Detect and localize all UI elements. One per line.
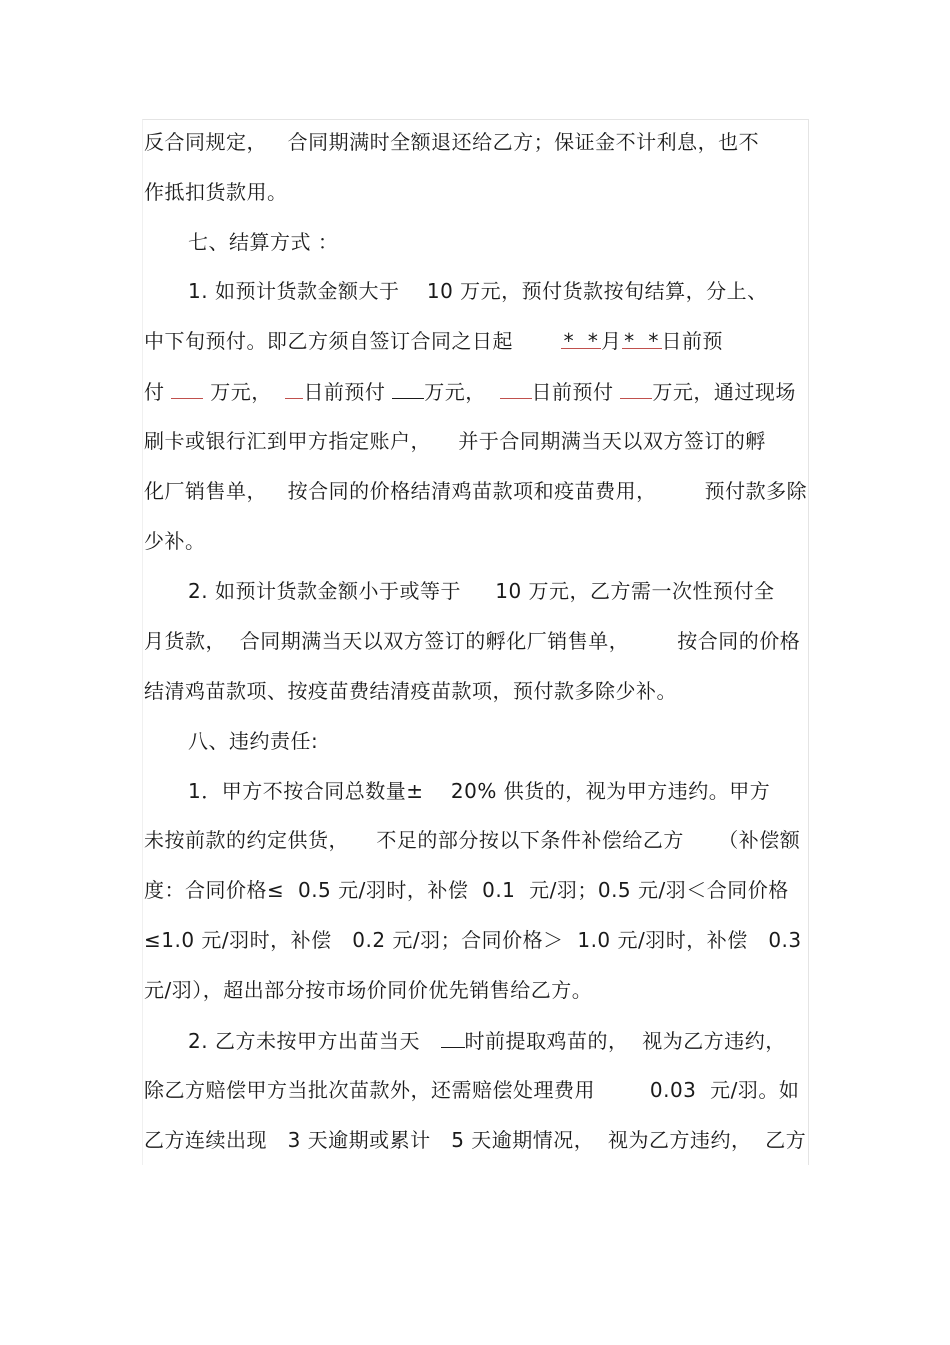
text-line: 中下旬预付。即乙方须自签订合同之日起 * * 月 * * 日前预	[144, 326, 808, 356]
section-heading: 八、违约责任:	[188, 729, 319, 753]
text-line: 结清鸡苗款项、按疫苗费结清疫苗款项，预付款多除少补。	[144, 679, 677, 703]
text-line: 乙方连续出现 3 天逾期或累计 5 天逾期情况， 视为乙方违约， 乙方	[144, 1128, 807, 1152]
text-line: 刷卡或银行汇到甲方指定账户， 并于合同期满当天以双方签订的孵	[144, 429, 766, 453]
text-line: 度：合同价格≤ 0.5 元/羽时，补偿 0.1 元/羽；0.5 元/羽＜合同价格	[144, 878, 789, 902]
text-line: ≤1.0 元/羽时，补偿 0.2 元/羽；合同价格＞ 1.0 元/羽时，补偿 0.3	[144, 928, 802, 952]
section-heading: 七、结算方式 ：	[188, 230, 339, 254]
blank-field	[171, 376, 203, 399]
text-line: 除乙方赔偿甲方当批次苗款外，还需赔偿处理费用 0.03 元/羽。如	[144, 1078, 800, 1102]
text-line: 化厂销售单， 按合同的价格结清鸡苗款项和疫苗费用， 预付款多除	[144, 479, 808, 503]
text-line: 2. 乙方未按甲方出苗当天 时前提取鸡苗的， 视为乙方违约，	[188, 1025, 808, 1055]
blank-field	[500, 376, 532, 399]
text-line: 元/羽），超出部分按市场价同价优先销售给乙方。	[144, 978, 593, 1002]
blank-field: * *	[561, 326, 601, 349]
blank-field: * *	[622, 326, 662, 349]
blank-field	[392, 376, 424, 399]
text-line: 付 万元， 日前预付 万元， 日前预付 万元，通过现场	[144, 376, 808, 406]
text-line: 作抵扣货款用。	[144, 180, 288, 204]
blank-field	[285, 376, 303, 399]
text-line: 1. 如预计货款金额大于 10 万元，预付货款按旬结算，分上、	[188, 279, 768, 303]
blank-field	[620, 376, 652, 399]
blank-field	[441, 1025, 465, 1048]
text-line: 未按前款的约定供货， 不足的部分按以下条件补偿给乙方 （补偿额	[144, 828, 801, 852]
text-line: 少补。	[144, 529, 206, 553]
text-line: 1．甲方不按合同总数量± 20% 供货的，视为甲方违约。甲方	[188, 779, 771, 803]
text-line: 反合同规定， 合同期满时全额退还给乙方；保证金不计利息，也不	[144, 130, 760, 154]
text-line: 2. 如预计货款金额小于或等于 10 万元，乙方需一次性预付全	[188, 579, 775, 603]
text-line: 月货款， 合同期满当天以双方签订的孵化厂销售单， 按合同的价格	[144, 629, 801, 653]
